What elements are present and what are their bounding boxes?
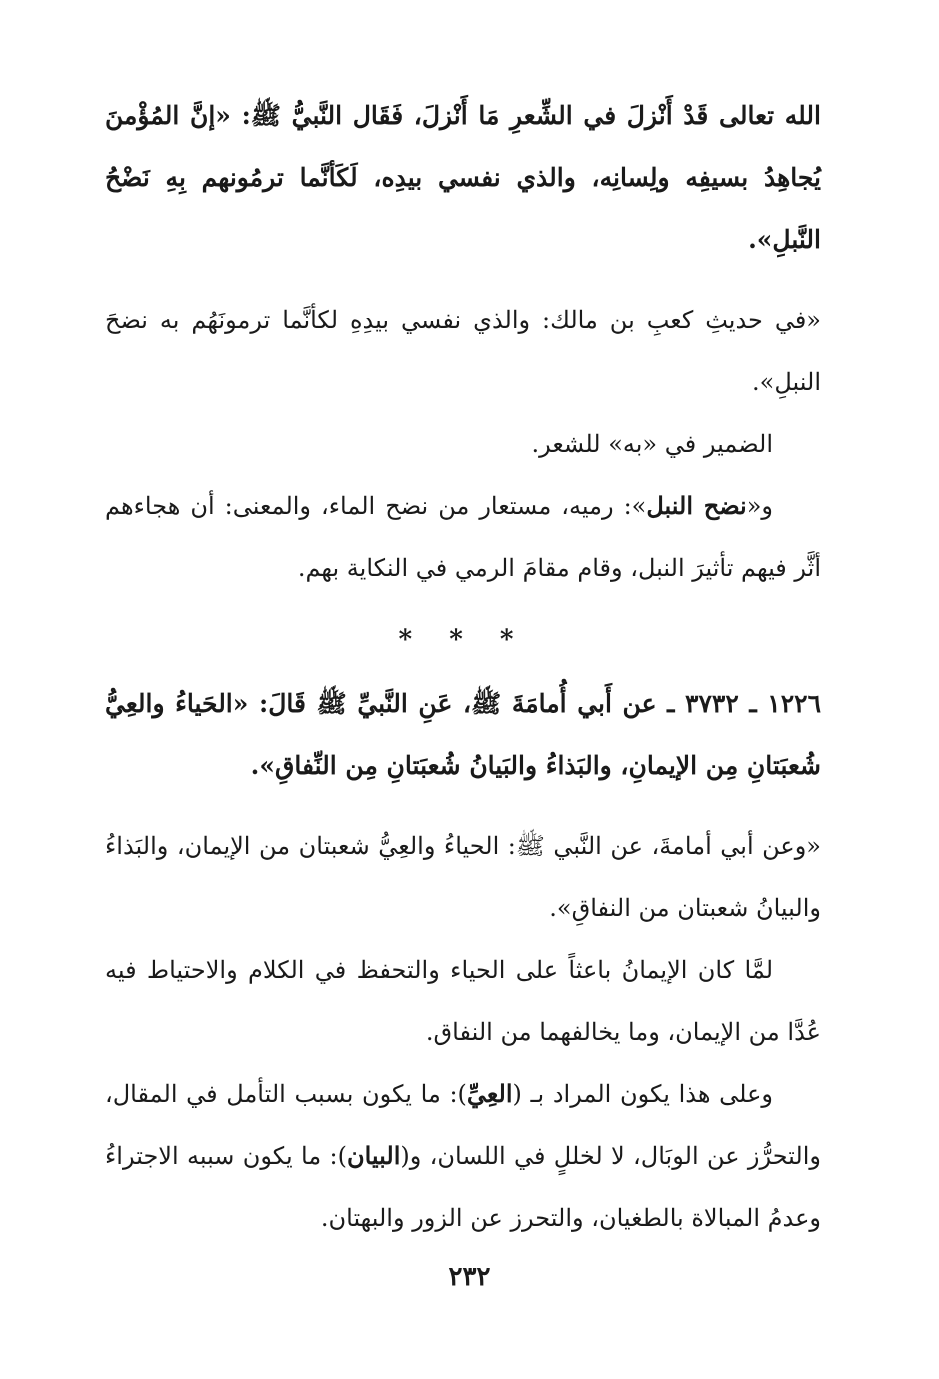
term-explanation <box>105 475 821 599</box>
commentary-quote: «في حديثِ كعبِ بن مالك: والذي نفسي بيدِهِ لكأنَّما ترمونَهُم به نضحَ النبلِ». <box>105 306 821 396</box>
explanation-paragraph: لمَّا كان الإيمانُ باعثاً على الحياء والتحفظ في الكلام والاحتياط فيه عُدَّا من الإيمان، وما يخالفهما من النفاق. <box>105 956 821 1046</box>
final-rest: ): ما يكون سببه الاجتراءُ وعدمُ المبالاة بالطغيان، والتحرز عن الزور والبهتان. <box>105 1142 821 1232</box>
final-paragraph <box>105 1063 821 1249</box>
final-term-2: البيان <box>346 1141 401 1170</box>
term-highlight: نضح النبل <box>646 491 747 520</box>
hadith-text-continued: الله تعالى قَدْ أَنْزلَ في الشِّعرِ مَا أَنْزلَ، فَقَال النَّبيُّ ﷺ: «إنَّ المُؤْمنَ يُجاهِدُ بسيفِه ولِسانِه، والذي نفسي بيدِه، لَكَأنَّما ترمُونهم بِهِ نَضْحُ النَّبلِ». <box>105 101 821 254</box>
final-prefix: وعلى هذا يكون المراد بـ ( <box>512 1080 774 1108</box>
term-prefix: و« <box>746 492 774 520</box>
pronoun-note: الضمير في «به» للشعر. <box>531 430 773 458</box>
commentary-quote-2: «وعن أبي أمامةَ، عن النَّبي ﷺ: الحياءُ والعِيُّ شعبتان من الإيمان، والبَذاءُ والبيانُ شعبتان من النفاقِ». <box>105 832 821 922</box>
section-separator: * * * <box>398 625 528 655</box>
page-body <box>105 85 821 1249</box>
page-number: ٢٣٢ <box>448 1262 491 1292</box>
final-term-1: العِيِّ <box>466 1079 513 1108</box>
hadith-text: ١٢٢٦ ـ ٣٧٣٢ ـ عن أَبي أُمامَةَ ﷺ، عَنِ النَّبيِّ ﷺ قَالَ: «الحَياءُ والعِيُّ شُعبَتانِ مِن الإيمانِ، والبَذاءُ والبَيانُ شُعبَتانِ مِن النِّفاقِ». <box>105 689 821 780</box>
final-middle: ): ما يكون بسبب التأمل في المقال، والتحرُّز عن الوبَال، لا لخللٍ في اللسان، و( <box>105 1080 821 1170</box>
term-definition: »: رميه، مستعار من نضح الماء، والمعنى: أن هجاءهم أثَّر فيهم تأثيرَ النبل، وقام مقامَ الرمي في النكاية بهم. <box>105 492 821 582</box>
